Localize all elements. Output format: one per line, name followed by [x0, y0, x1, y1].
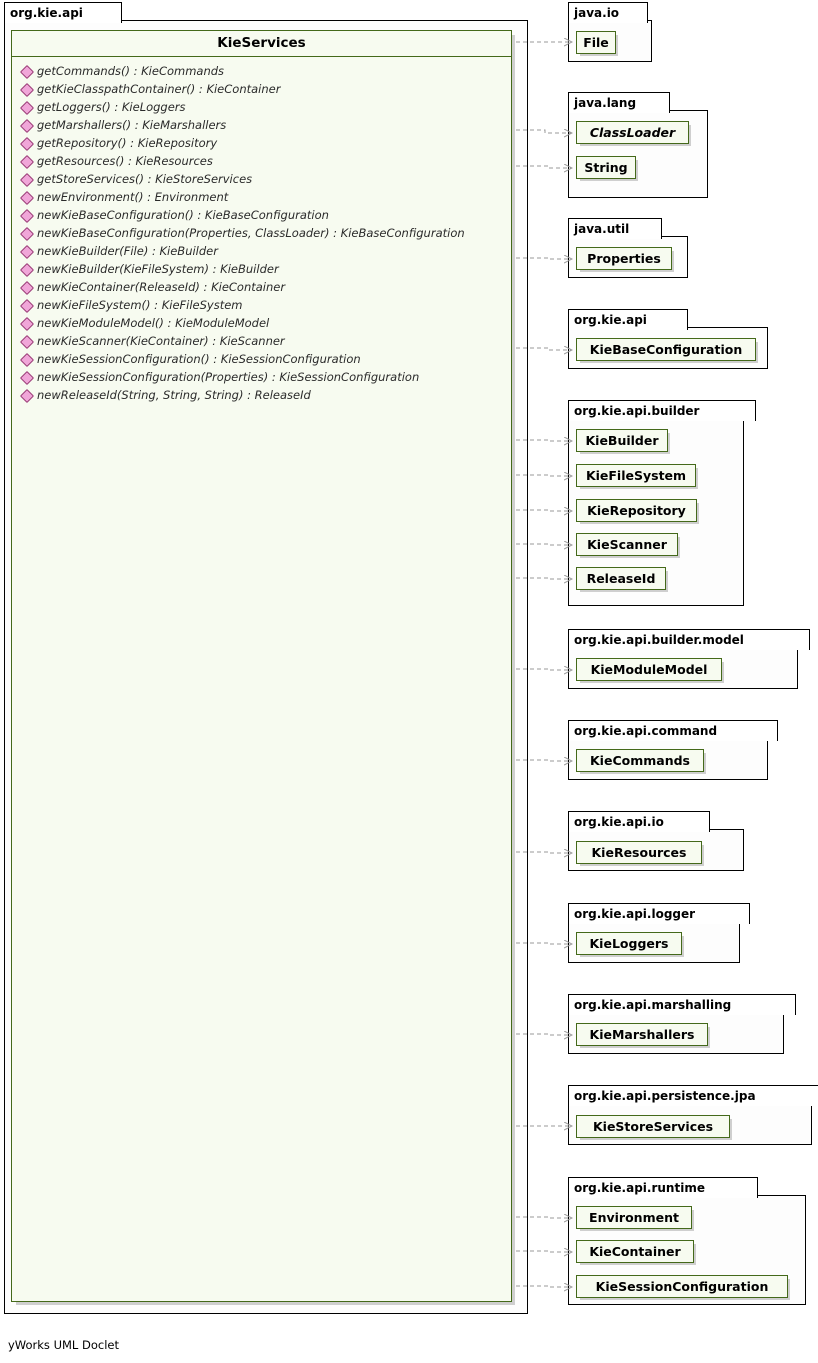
package-label: org.kie.api.command	[568, 720, 778, 741]
class-name: Environment	[589, 1210, 679, 1225]
package-java-lang	[568, 92, 708, 198]
class-member	[12, 242, 511, 260]
class-member	[12, 206, 511, 224]
class-name: ClassLoader	[589, 125, 676, 140]
class-member-label: newKieScanner(KieContainer) : KieScanner	[37, 334, 285, 348]
class-kiecontainer[interactable]	[576, 1240, 694, 1263]
class-kiefilesystem[interactable]	[576, 464, 696, 487]
class-member	[12, 368, 511, 386]
class-member	[12, 80, 511, 98]
class-member	[12, 296, 511, 314]
class-kierepository[interactable]	[576, 499, 697, 522]
class-name: KieMarshallers	[589, 1027, 695, 1042]
class-name: File	[583, 35, 609, 50]
class-member	[12, 134, 511, 152]
method-icon	[21, 120, 32, 131]
class-member	[12, 188, 511, 206]
class-name: ReleaseId	[586, 571, 656, 586]
class-name: KieBuilder	[585, 433, 659, 448]
class-kiemarshallers[interactable]	[576, 1023, 708, 1046]
class-member	[12, 332, 511, 350]
class-name: KieFileSystem	[585, 468, 687, 483]
class-name: KieSessionConfiguration	[595, 1279, 769, 1294]
class-file[interactable]	[576, 31, 616, 54]
class-member-label: getResources() : KieResources	[37, 154, 213, 168]
class-environment[interactable]	[576, 1206, 692, 1229]
class-kiesessionconfiguration[interactable]	[576, 1275, 788, 1298]
class-member-label: getRepository() : KieRepository	[37, 136, 218, 150]
package-label: org.kie.api.builder.model	[568, 629, 810, 650]
class-kieservices[interactable]	[11, 30, 512, 1302]
class-member	[12, 98, 511, 116]
class-kiebaseconfiguration[interactable]	[576, 338, 756, 361]
class-kiecommands[interactable]	[576, 749, 704, 772]
package-label: java.io	[568, 2, 648, 23]
class-name: KieRepository	[587, 503, 686, 518]
method-icon	[21, 282, 32, 293]
method-icon	[21, 138, 32, 149]
class-member-label: newKieBuilder(File) : KieBuilder	[37, 244, 218, 258]
class-string[interactable]	[576, 156, 636, 179]
class-member	[12, 260, 511, 278]
class-member-label: newKieSessionConfiguration() : KieSessionConfiguration	[37, 352, 361, 366]
method-icon	[21, 264, 32, 275]
method-icon	[21, 84, 32, 95]
class-classloader[interactable]	[576, 121, 689, 144]
method-icon	[21, 192, 32, 203]
class-member	[12, 116, 511, 134]
class-name: KieLoggers	[589, 936, 669, 951]
method-icon	[21, 66, 32, 77]
class-kiescanner[interactable]	[576, 533, 678, 556]
method-icon	[21, 336, 32, 347]
class-member-label: newKieContainer(ReleaseId) : KieContainer	[37, 280, 286, 294]
method-icon	[21, 390, 32, 401]
package-label: org.kie.api	[568, 309, 688, 330]
method-icon	[21, 354, 32, 365]
class-member	[12, 350, 511, 368]
class-member-label: newEnvironment() : Environment	[37, 190, 229, 204]
class-name: KieContainer	[589, 1244, 681, 1259]
class-name: KieResources	[591, 845, 687, 860]
class-member-label: newReleaseId(String, String, String) : ReleaseId	[37, 388, 311, 402]
class-members-list	[12, 57, 511, 404]
class-name: KieCommands	[590, 753, 690, 768]
class-name: KieModuleModel	[590, 662, 708, 677]
package-label: org.kie.api.logger	[568, 903, 750, 924]
class-title: KieServices	[12, 31, 511, 57]
class-member-label: newKieBuilder(KieFileSystem) : KieBuilder	[37, 262, 279, 276]
class-name: String	[584, 160, 628, 175]
method-icon	[21, 156, 32, 167]
class-member-label: newKieSessionConfiguration(Properties) : KieSessionConfiguration	[37, 370, 420, 384]
class-member-label: getMarshallers() : KieMarshallers	[37, 118, 227, 132]
class-properties[interactable]	[576, 247, 672, 270]
package-label: org.kie.api.marshalling	[568, 994, 796, 1015]
class-member	[12, 386, 511, 404]
package-label: java.lang	[568, 92, 670, 113]
class-kieloggers[interactable]	[576, 932, 682, 955]
method-icon	[21, 228, 32, 239]
class-member-label: getKieClasspathContainer() : KieContainer	[37, 82, 281, 96]
class-kiestoreservices[interactable]	[576, 1115, 730, 1138]
package-label: org.kie.api.runtime	[568, 1177, 758, 1198]
method-icon	[21, 300, 32, 311]
method-icon	[21, 102, 32, 113]
class-kieresources[interactable]	[576, 841, 702, 864]
method-icon	[21, 372, 32, 383]
footer-label: yWorks UML Doclet	[8, 1338, 119, 1352]
method-icon	[21, 318, 32, 329]
method-icon	[21, 174, 32, 185]
class-member-label: getCommands() : KieCommands	[37, 64, 225, 78]
class-member-label: newKieBaseConfiguration() : KieBaseConfiguration	[37, 208, 329, 222]
class-member	[12, 314, 511, 332]
class-member-label: getLoggers() : KieLoggers	[37, 100, 186, 114]
class-name: Properties	[587, 251, 661, 266]
class-member-label: getStoreServices() : KieStoreServices	[37, 172, 253, 186]
class-name: KieScanner	[587, 537, 667, 552]
class-kiebuilder[interactable]	[576, 429, 668, 452]
class-member	[12, 224, 511, 242]
class-name: KieBaseConfiguration	[589, 342, 743, 357]
class-member	[12, 170, 511, 188]
method-icon	[21, 210, 32, 221]
class-member-label: newKieBaseConfiguration(Properties, ClassLoader) : KieBaseConfiguration	[37, 226, 465, 240]
package-label: org.kie.api.builder	[568, 400, 756, 421]
class-member-label: newKieFileSystem() : KieFileSystem	[37, 298, 243, 312]
class-member-label: newKieModuleModel() : KieModuleModel	[37, 316, 270, 330]
class-name: KieStoreServices	[592, 1119, 714, 1134]
class-member	[12, 278, 511, 296]
package-label: org.kie.api.io	[568, 811, 710, 832]
class-member	[12, 62, 511, 80]
method-icon	[21, 246, 32, 257]
class-member	[12, 152, 511, 170]
class-releaseid[interactable]	[576, 567, 666, 590]
package-label: org.kie.api.persistence.jpa	[568, 1085, 818, 1106]
package-label: org.kie.api	[4, 2, 122, 23]
class-kiemodulemodel[interactable]	[576, 658, 722, 681]
package-label: java.util	[568, 218, 662, 239]
